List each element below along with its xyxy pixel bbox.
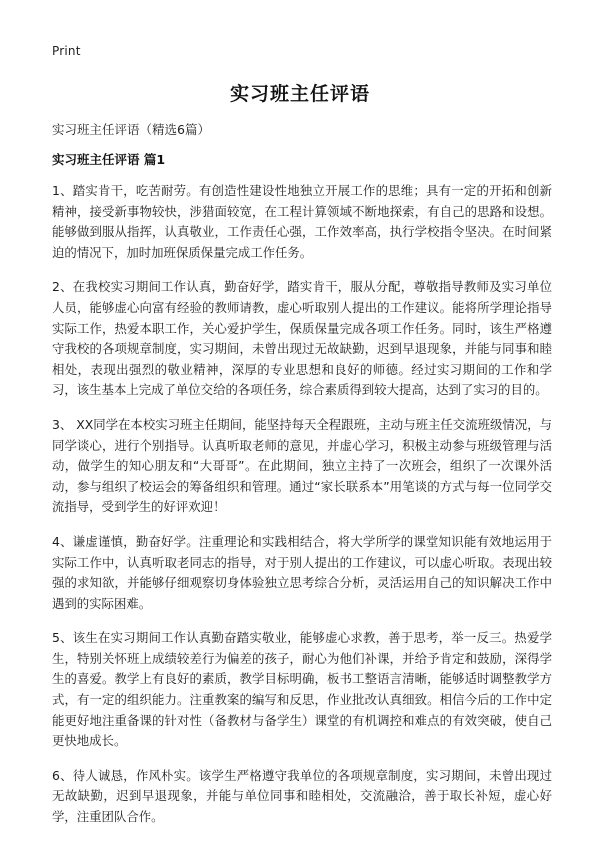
- paragraph-3: 3、 XX同学在本校实习班主任期间，能坚持每天全程跟班，主动与班主任交流班级情况，与同学谈心，进行个别指导。认真听取老师的意见，并虚心学习，积极主动参与班级管理与活动，做学生的知心朋友和“大哥哥”。在此期间，独立主持了一次班会，组织了一次课外活动，参与组织了校运会的筹备组织和管理。通过“家长联系本”用笔谈的方式与每一位同学交流指导，受到学生的好评欢迎！: [52, 416, 552, 515]
- section-heading: 实习班主任评语 篇1: [52, 152, 166, 167]
- page-title: 实习班主任评语: [229, 83, 370, 105]
- paragraph-2: 2、在我校实习期间工作认真，勤奋好学，踏实肯干，服从分配，尊敬指导教师及实习单位人员，能够虚心向富有经验的教师请教，虚心听取别人提出的工作建议。能将所学理论指导实际工作，热爱本职工作，关心爱护学生，保质保量完成各项工作任务。同时，该生严格遵守我校的各项规章制度，实习期间，未曾出现过无故缺勤，迟到早退现象，并能与同事和睦相处，表现出强烈的敬业精神，深厚的专业思想和良好的师德。经过实习期间的工作和学习，该生基本上完成了单位交给的各项任务，综合素质得到较大提高，达到了实习的目的。: [52, 279, 552, 398]
- paragraph-6: 6、待人诚恳，作风朴实。该学生严格遵守我单位的各项规章制度，实习期间，未曾出现过无故缺勤，迟到早退现象，并能与单位同事和睦相处，交流融洽，善于取长补短，虚心好学，注重团队合作。: [52, 767, 552, 825]
- print-link[interactable]: Print: [52, 44, 81, 58]
- paragraph-5: 5、该生在实习期间工作认真勤奋踏实敬业，能够虚心求教，善于思考，举一反三。热爱学生，特别关怀班上成绩较差行为偏差的孩子，耐心为他们补课，并给予肯定和鼓励，深得学生的喜爱。教学上有良好的素质，教学目标明确，板书工整语言清晰，能够适时调整教学方式，有一定的组织能力。注重教案的编写和反思，作业批改认真细致。相信今后的工作中定能更好地注重备课的针对性（备教材与备学生）课堂的有机调控和难点的有效突破，使自己更快地成长。: [52, 630, 552, 749]
- paragraph-4: 4、谦虚谨慎，勤奋好学。注重理论和实践相结合，将大学所学的课堂知识能有效地运用于实际工作中，认真听取老同志的指导，对于别人提出的工作建议，可以虚心听取。表现出较强的求知欲，并能够仔细观察切身体验独立思考综合分析，灵活运用自己的知识解决工作中遇到的实际困难。: [52, 533, 552, 611]
- paragraph-1: 1、踏实肯干，吃苦耐劳。有创造性建设性地独立开展工作的思维；具有一定的开拓和创新精神，接受新事物较快，涉猎面较宽，在工程计算领域不断地探索，有自己的思路和设想。能够做到服从指挥，认真敬业，工作责任心强，工作效率高，执行学校指令坚决。在时间紧迫的情况下，加时加班保质保量完成工作任务。: [52, 183, 552, 260]
- document-body: [52, 181, 552, 842]
- document-subtitle: 实习班主任评语（精选6篇）: [52, 122, 210, 137]
